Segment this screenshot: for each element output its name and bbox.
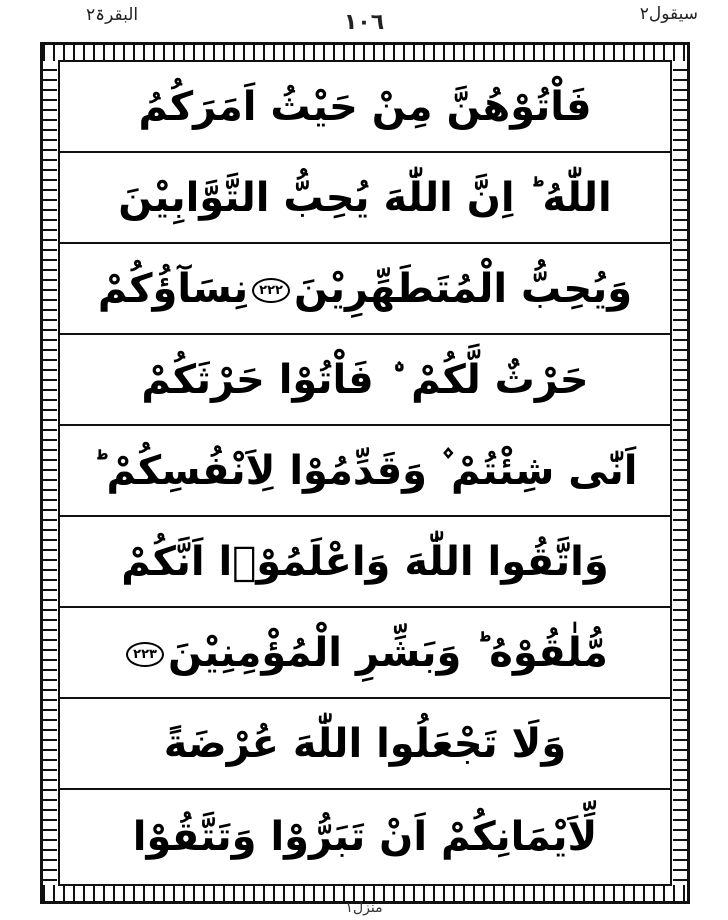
text-frame <box>58 60 672 886</box>
verse-text: فَاْتُوْهُنَّ مِنْ حَيْثُ اَمَرَكُمُ <box>138 83 592 130</box>
verse-text: وَلَا تَجْعَلُوا اللّٰهَ عُرْضَةً <box>163 720 567 767</box>
verse-line <box>60 517 670 608</box>
surah-name: البقرۃ۲ <box>86 5 139 25</box>
verse-text <box>122 630 608 676</box>
verse-line <box>60 244 670 335</box>
verse-segment: مُّلٰقُوْهُ ؕ وَبَشِّرِ الْمُؤْمِنِيْنَ <box>167 629 608 676</box>
manzil-footer: منزل۱ <box>345 900 383 916</box>
verse-segment: نِسَآؤُكُمْ <box>97 265 249 312</box>
verse-text: وَاتَّقُوا اللّٰهَ وَاعْلَمُوْۤا اَنَّكُمْ <box>121 538 609 585</box>
para-name: سیقول۲ <box>639 4 698 24</box>
verse-line <box>60 335 670 426</box>
verse-line <box>60 426 670 517</box>
verse-segment: وَيُحِبُّ الْمُتَطَهِّرِيْنَ <box>293 265 633 312</box>
verse-text: اَنّٰى شِئْتُمْ ۫ وَقَدِّمُوْا لِاَنْفُسِكُمْ ؕ <box>92 447 638 494</box>
verse-text: حَرْثٌ لَّكُمْ ۨ فَاْتُوْا حَرْثَكُمْ <box>141 356 589 403</box>
verse-line <box>60 62 670 153</box>
page-header <box>0 0 728 44</box>
verse-text <box>98 266 632 312</box>
verse-text: لِّاَيْمَانِكُمْ اَنْ تَبَرُّوْا وَتَتَّقُوْا <box>132 814 598 860</box>
page-number: ١٠٦ <box>343 10 385 35</box>
verse-line <box>60 790 670 884</box>
verse-line <box>60 699 670 790</box>
ayah-number-marker: ٢٢٢ <box>252 278 290 303</box>
verse-line <box>60 153 670 244</box>
verse-line <box>60 608 670 699</box>
verse-lines <box>60 62 670 884</box>
ayah-number-marker: ٢٢٣ <box>126 642 164 667</box>
verse-text: اللّٰهُ ؕ اِنَّ اللّٰهَ يُحِبُّ التَّوَّابِيْنَ <box>118 174 612 221</box>
